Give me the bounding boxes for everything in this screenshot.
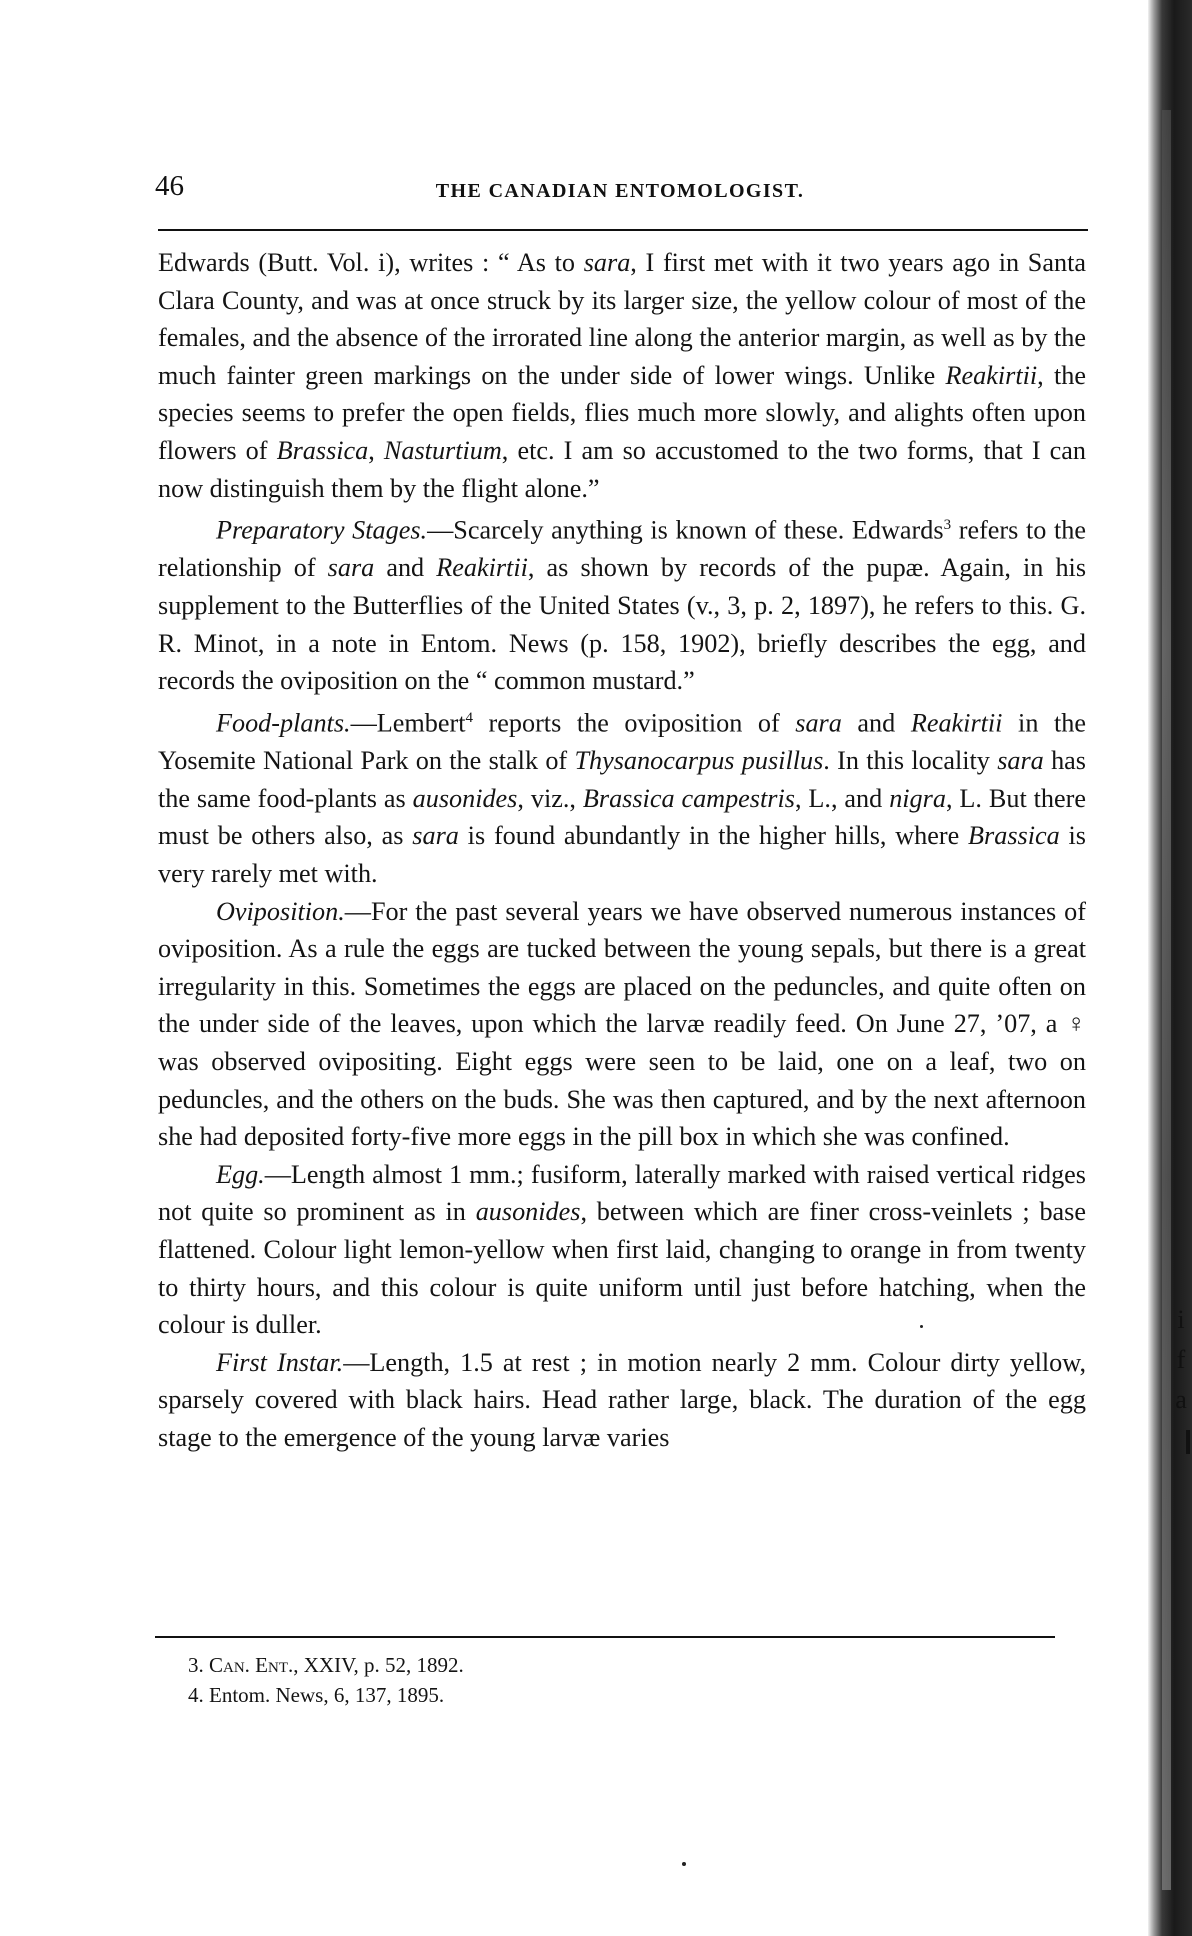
article-body bbox=[158, 244, 1086, 1456]
italic-term: Nasturtium bbox=[383, 435, 502, 465]
fragment-letter: a bbox=[1175, 1385, 1187, 1414]
text-run: —For the past several years we have observed numerous instances of oviposition. As a rule the eggs are tucked between the young sepals, but there is a great irregularity in this. Sometimes the eggs are placed on the peduncles, and quite often on the under side of the leaves, upon which the larvæ readily feed. On June 27, ’07, a ♀ was observed ovipositing. Eight eggs were seen to be laid, one on a leaf, two on peduncles, and the others on the buds. She was then captured, and by the next afternoon she had deposited forty-five more eggs in the pill box in which she was confined. bbox=[158, 896, 1086, 1152]
page-edge-shadow bbox=[1162, 110, 1171, 1890]
page-number: 46 bbox=[155, 170, 184, 202]
italic-term: Preparatory Stages. bbox=[216, 515, 428, 545]
italic-term: sara bbox=[327, 553, 375, 583]
adjacent-page-fragment bbox=[1170, 1300, 1192, 1420]
footnote-reference: 4 bbox=[465, 709, 473, 726]
text-run: , L., and bbox=[794, 783, 890, 813]
paragraph bbox=[158, 1344, 1086, 1457]
footnote-source: Can. Ent. bbox=[209, 1653, 294, 1677]
text-run: , as shown by records of the pupæ. Again, in his supplement to the Butterflies of the United States (v., 3, p. 2, 1897), he refers to this. G. R. Minot, in a note in Entom. News (p. 158, 1902), briefly describes the egg, and records the oviposition on the “ common mustard.” bbox=[158, 553, 1087, 696]
footnote-4 bbox=[188, 1680, 888, 1710]
fragment-letter: i bbox=[1177, 1305, 1185, 1334]
italic-term: First Instar. bbox=[216, 1347, 344, 1377]
text-run: , L. But there must be others also, as bbox=[158, 783, 1086, 851]
footnotes bbox=[188, 1650, 888, 1710]
text-run: has the same food-plants as bbox=[158, 746, 1086, 813]
adjacent-page-edge bbox=[1148, 0, 1192, 1936]
footnote-citation: , XXIV, p. 52, 1892. bbox=[293, 1653, 464, 1677]
italic-term: Oviposition. bbox=[216, 896, 345, 926]
footnote-citation: , 6, 137, 1895. bbox=[323, 1683, 445, 1707]
footnote-number: 4. bbox=[188, 1683, 204, 1707]
italic-term: Brassica bbox=[968, 821, 1060, 851]
italic-term: Reakirtii bbox=[910, 708, 1003, 738]
text-run: reports the oviposition of bbox=[472, 708, 796, 738]
italic-term: ausonides bbox=[475, 1197, 581, 1227]
speck bbox=[920, 1325, 923, 1328]
italic-term: Brassica bbox=[276, 435, 369, 465]
paragraph bbox=[158, 700, 1086, 893]
text-run: and bbox=[841, 708, 911, 738]
running-title: THE CANADIAN ENTOMOLOGIST. bbox=[435, 180, 805, 202]
text-run: is very rarely met with. bbox=[158, 821, 1086, 888]
text-run: and bbox=[374, 553, 437, 583]
footnote-3 bbox=[188, 1650, 888, 1680]
text-run: , bbox=[368, 435, 384, 465]
italic-term: sara bbox=[412, 821, 459, 851]
text-run: , the species seems to prefer the open fields, flies much more slowly, and alights often upon flowers of bbox=[158, 360, 1086, 465]
text-run: refers to the relationship of bbox=[158, 515, 1086, 583]
footnote-source: Entom. News bbox=[209, 1683, 324, 1707]
paragraph bbox=[158, 507, 1086, 700]
text-run: —Lembert bbox=[350, 708, 466, 738]
paragraph bbox=[158, 893, 1086, 1156]
text-run: —Length almost 1 mm.; fusiform, laterally marked with raised vertical ridges not quite so prominent as in bbox=[158, 1159, 1086, 1227]
paragraph bbox=[158, 244, 1086, 507]
italic-term: ausonides bbox=[412, 783, 518, 813]
text-run: Edwards (Butt. Vol. i), writes : “ As to bbox=[158, 248, 584, 277]
italic-term: sara bbox=[583, 248, 631, 277]
text-run: , viz., bbox=[517, 783, 583, 813]
italic-term: Food-plants. bbox=[216, 708, 351, 738]
italic-term: Reakirtii bbox=[436, 553, 528, 583]
header-rule bbox=[158, 229, 1088, 231]
paragraph bbox=[158, 1156, 1086, 1344]
text-run: in the Yosemite National Park on the stalk of bbox=[158, 708, 1086, 776]
text-run: , I first met with it two years ago in Santa Clara County, and was at once struck by its larger size, the yellow colour of most of the females, and the absence of the irrorated line along the anterior margin, as well as by the much fainter green markings on the under side of lower wings. Unlike bbox=[158, 248, 1086, 390]
italic-term: sara bbox=[997, 746, 1044, 776]
italic-term: nigra bbox=[889, 783, 946, 813]
text-run: , between which are finer cross-veinlets ; base flattened. Colour light lemon-yellow when first laid, changing to orange in from twenty to thirty hours, and this colour is quite uniform until just before hatching, when the colour is duller. bbox=[158, 1197, 1086, 1340]
text-run: , etc. I am so accustomed to the two forms, that I can now distinguish them by the flight alone.” bbox=[158, 435, 1087, 503]
text-run: is found abundantly in the higher hills, where bbox=[458, 821, 969, 851]
italic-term: Reakirtii bbox=[945, 360, 1038, 390]
text-run: . In this locality bbox=[823, 746, 998, 776]
adjacent-page-mark bbox=[1186, 1430, 1190, 1454]
page-header bbox=[155, 170, 1085, 210]
text-run: —Length, 1.5 at rest ; in motion nearly 2 mm. Colour dirty yellow, sparsely covered with black hairs. Head rather large, black. The duration of the egg stage to the emergence of the young larvæ varies bbox=[158, 1347, 1086, 1452]
italic-term: Brassica campestris bbox=[582, 783, 795, 813]
speck bbox=[682, 1862, 686, 1866]
footnote-reference: 3 bbox=[943, 517, 952, 534]
fragment-letter: f bbox=[1176, 1345, 1186, 1374]
footnote-rule bbox=[155, 1636, 1055, 1638]
text-run: —Scarcely anything is known of these. Edwards bbox=[427, 515, 944, 545]
footnote-number: 3. bbox=[188, 1653, 204, 1677]
italic-term: Thysanocarpus pusillus bbox=[574, 746, 824, 776]
italic-term: Egg. bbox=[216, 1159, 265, 1189]
italic-term: sara bbox=[795, 708, 842, 738]
